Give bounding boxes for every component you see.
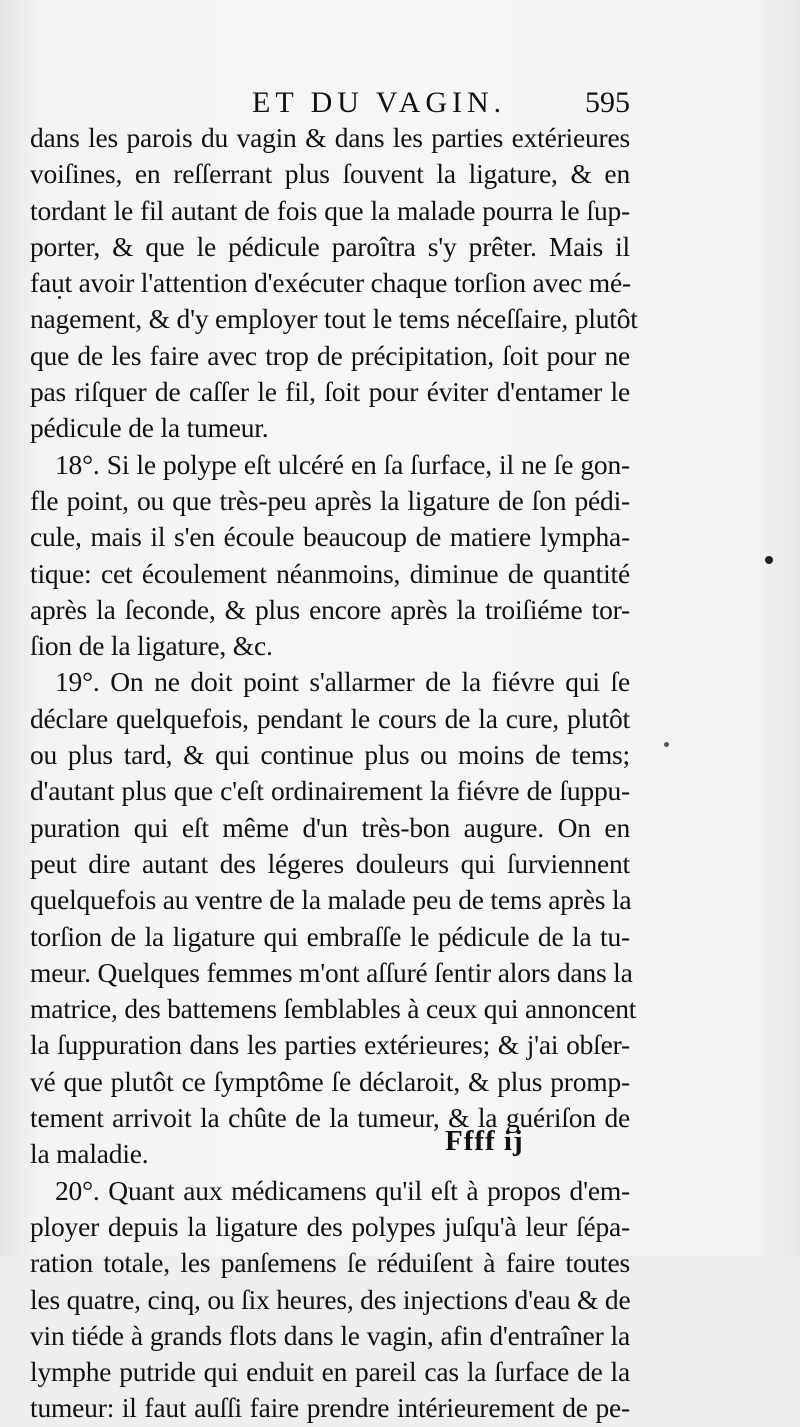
text-line: quelquefois au ventre de la malade peu de tems après la bbox=[30, 884, 632, 916]
text-line: vé que plutôt ce ſymptôme ſe déclaroit, & plus promp- bbox=[30, 1065, 630, 1097]
page-number: 595 bbox=[585, 86, 630, 119]
running-title: ET DU VAGIN. bbox=[252, 86, 507, 119]
text-line: puration qui eſt même d'un très-bon augure. On en bbox=[30, 811, 630, 843]
text-line: tique: cet écoulement néanmoins, diminue de quantité bbox=[30, 557, 630, 589]
text-line: meur. Quelques femmes m'ont aſſuré ſentir alors dans la bbox=[30, 956, 633, 988]
ink-spot bbox=[765, 556, 773, 564]
body-text bbox=[30, 120, 638, 1427]
text-line: ployer depuis la ligature des polypes juſqu'à leur ſépa- bbox=[30, 1210, 630, 1242]
text-line: pas riſquer de caſſer le fil, ſoit pour éviter d'entamer le bbox=[30, 376, 630, 408]
text-line: ou plus tard, & qui continue plus ou moins de tems; bbox=[30, 739, 630, 771]
text-line: la ſuppuration dans les parties extérieures; & j'ai obſer- bbox=[30, 1029, 630, 1061]
text-line: déclare quelquefois, pendant le cours de la cure, plutôt bbox=[30, 702, 630, 734]
text-line: fle point, ou que très-peu après la ligature de ſon pédi- bbox=[30, 484, 630, 516]
text-line: les quatre, cinq, ou ſix heures, des injections d'eau & de bbox=[30, 1283, 631, 1315]
signature-mark: Ffff ij bbox=[445, 1125, 524, 1157]
text-line: porter, & que le pédicule paroîtra s'y prêter. Mais il bbox=[30, 230, 630, 262]
text-line: tumeur: il faut auſſi faire prendre intérieurement de pe- bbox=[30, 1392, 630, 1424]
text-line: 19°. On ne doit point s'allarmer de la fiévre qui ſe bbox=[55, 666, 630, 698]
text-line: ration totale, les panſemens ſe réduiſent à faire toutes bbox=[30, 1247, 630, 1279]
text-line: cule, mais il s'en écoule beaucoup de matiere lympha- bbox=[30, 521, 630, 553]
text-line: dans les parois du vagin & dans les parties extérieures bbox=[30, 122, 630, 153]
text-line: torſion de la ligature qui embraſſe le pédicule de la tu- bbox=[30, 920, 630, 952]
text-line: faut avoir l'attention d'exécuter chaque torſion avec mé- bbox=[30, 267, 631, 299]
text-line: vin tiéde à grands flots dans le vagin, afin d'entraîner la bbox=[30, 1319, 630, 1351]
text-line: pédicule de la tumeur. bbox=[30, 412, 269, 444]
text-line: après la ſeconde, & plus encore après la troiſiéme tor- bbox=[30, 593, 630, 625]
text-line: 18°. Si le polype eſt ulcéré en ſa ſurface, il ne ſe gon- bbox=[55, 448, 630, 480]
text-line: d'autant plus que c'eſt ordinairement la fiévre de ſuppu- bbox=[30, 775, 630, 807]
text-line: voiſines, en reſſerrant plus ſouvent la ligature, & en bbox=[30, 158, 630, 190]
text-line: que de les faire avec trop de précipitation, ſoit pour ne bbox=[30, 339, 630, 371]
text-line: tement arrivoit la chûte de la tumeur, & la guériſon de bbox=[30, 1102, 630, 1134]
text-line: lymphe putride qui enduit en pareil cas la ſurface de la bbox=[30, 1356, 630, 1388]
text-line: ſion de la ligature, &c. bbox=[30, 630, 273, 662]
text-line: nagement, & d'y employer tout le tems néceſſaire, plutôt bbox=[30, 303, 638, 335]
text-line: 20°. Quant aux médicamens qu'il eſt à propos d'em- bbox=[55, 1174, 630, 1206]
ink-spot bbox=[664, 742, 669, 747]
text-line: tordant le fil autant de fois que la malade pourra le ſup- bbox=[30, 194, 630, 226]
text-line: la maladie. bbox=[30, 1138, 149, 1170]
text-line: matrice, des battemens ſemblables à ceux qui annoncent bbox=[30, 993, 637, 1025]
text-line: peut dire autant des légeres douleurs qui ſurviennent bbox=[30, 847, 630, 879]
